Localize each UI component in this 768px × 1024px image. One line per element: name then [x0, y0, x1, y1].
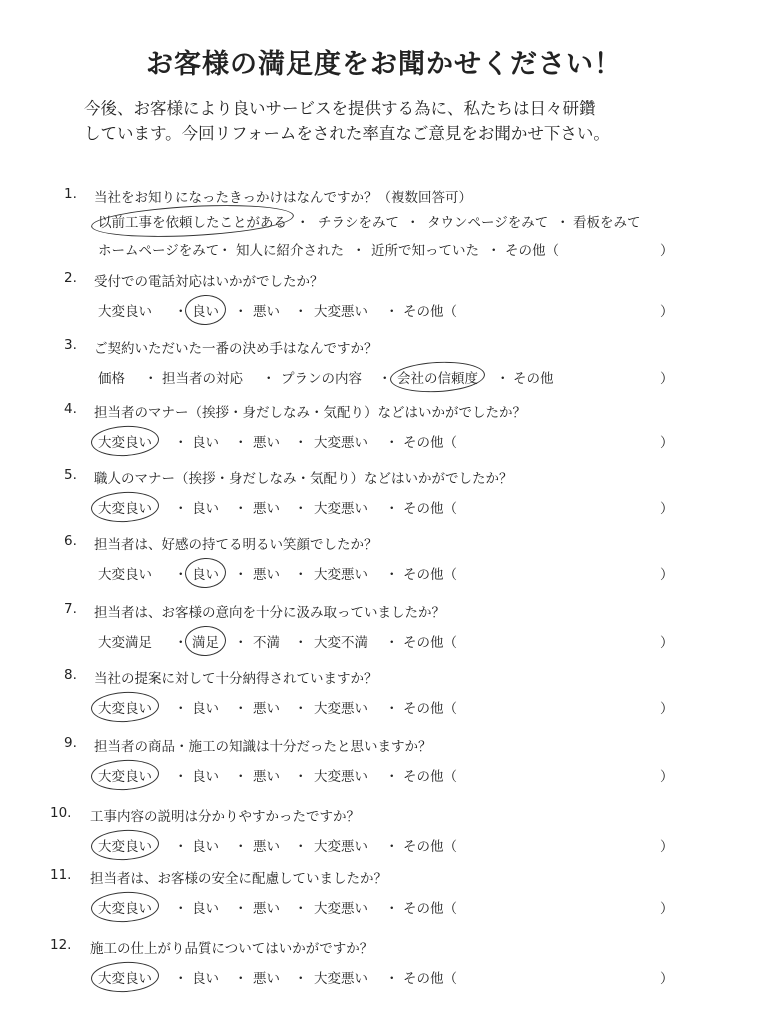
separator-dot: ・: [352, 243, 366, 259]
separator-dot: ・: [174, 435, 188, 451]
separator-dot: ・: [296, 215, 310, 231]
answer-option[interactable]: 大変不満: [314, 635, 368, 651]
other-close-paren: ）: [660, 371, 674, 387]
other-close-paren: ）: [660, 243, 674, 259]
answer-option[interactable]: 大変悪い: [314, 839, 368, 855]
separator-dot: ・: [385, 304, 399, 320]
answer-option[interactable]: 大変良い: [98, 567, 152, 583]
answer-option[interactable]: 良い: [192, 701, 219, 717]
separator-dot: ・: [294, 501, 308, 517]
separator-dot: ・: [234, 435, 248, 451]
answer-option[interactable]: 良い: [192, 971, 219, 987]
other-close-paren: ）: [660, 501, 674, 517]
separator-dot: ・: [262, 371, 276, 387]
separator-dot: ・: [234, 501, 248, 517]
answer-option[interactable]: その他（: [403, 971, 457, 987]
answer-option[interactable]: 良い: [192, 769, 219, 785]
answer-option[interactable]: 大変悪い: [314, 567, 368, 583]
answer-option[interactable]: 悪い: [253, 839, 280, 855]
separator-dot: ・: [234, 567, 248, 583]
separator-dot: ・: [294, 304, 308, 320]
answer-row: [0, 697, 768, 717]
separator-dot: ・: [174, 304, 188, 320]
question-text: 担当者は、お客様の意向を十分に汲み取っていましたか？: [94, 605, 445, 621]
other-close-paren: ）: [660, 701, 674, 717]
answer-option[interactable]: 悪い: [253, 901, 280, 917]
question-number: 11.: [50, 867, 72, 883]
other-close-paren: ）: [660, 635, 674, 651]
answer-option[interactable]: 良い: [192, 901, 219, 917]
question-text: 当社をお知りになったきっかけはなんですか？（複数回答可）: [94, 190, 472, 206]
question-number: 7.: [64, 601, 77, 617]
answer-row: [0, 631, 768, 651]
other-close-paren: ）: [660, 971, 674, 987]
answer-option[interactable]: 大変悪い: [314, 701, 368, 717]
answer-option[interactable]: 悪い: [253, 304, 280, 320]
answer-row: [0, 431, 768, 451]
answer-option[interactable]: 大変良い: [98, 304, 152, 320]
question-number: 5.: [64, 467, 77, 483]
answer-option[interactable]: 大変悪い: [314, 435, 368, 451]
separator-dot: ・: [144, 371, 158, 387]
answer-option[interactable]: 大変良い: [98, 697, 152, 717]
question-number: 2.: [64, 270, 77, 286]
answer-option[interactable]: 担当者の対応: [162, 371, 243, 387]
question-text: 担当者のマナー（挨拶・身だしなみ・気配り）などはいかがでしたか？: [94, 405, 526, 421]
answer-row: [0, 835, 768, 855]
question-text: 担当者の商品・施工の知識は十分だったと思いますか？: [94, 739, 432, 755]
answer-option[interactable]: プランの内容: [281, 371, 362, 387]
separator-dot: ・: [294, 701, 308, 717]
answer-option[interactable]: 会社の信頼度: [397, 367, 478, 387]
question-number: 9.: [64, 735, 77, 751]
separator-dot: ・: [234, 901, 248, 917]
answer-option[interactable]: 近所で知っていた: [371, 243, 479, 259]
answer-option[interactable]: 良い: [192, 300, 219, 320]
separator-dot: ・: [174, 501, 188, 517]
separator-dot: ・: [385, 635, 399, 651]
answer-option[interactable]: 悪い: [253, 567, 280, 583]
answer-row: [0, 239, 768, 259]
question-text: 施工の仕上がり品質についてはいかがですか？: [90, 941, 374, 957]
separator-dot: ・: [385, 501, 399, 517]
answer-option[interactable]: その他（: [403, 839, 457, 855]
separator-dot: ・: [385, 701, 399, 717]
question-number: 12.: [50, 937, 72, 953]
question-number: 1.: [64, 186, 77, 202]
question-text: 工事内容の説明は分かりやすかったですか？: [90, 809, 360, 825]
answer-option[interactable]: 以前工事を依頼したことがある: [98, 211, 287, 231]
answer-option[interactable]: その他（: [403, 501, 457, 517]
answer-row: [0, 211, 768, 231]
separator-dot: ・: [294, 971, 308, 987]
separator-dot: ・: [385, 901, 399, 917]
separator-dot: ・: [294, 435, 308, 451]
intro-line-1: 今後、お客様により良いサービスを提供する為に、私たちは日々研鑽: [84, 99, 596, 118]
answer-option[interactable]: 大変良い: [98, 765, 152, 785]
answer-option[interactable]: 良い: [192, 435, 219, 451]
other-close-paren: ）: [660, 567, 674, 583]
separator-dot: ・: [234, 701, 248, 717]
separator-dot: ・: [174, 839, 188, 855]
separator-dot: ・: [378, 371, 392, 387]
answer-option[interactable]: 良い: [192, 839, 219, 855]
separator-dot: ・: [174, 971, 188, 987]
question-text: ご契約いただいた一番の決め手はなんですか？: [94, 341, 378, 357]
other-close-paren: ）: [660, 435, 674, 451]
answer-option[interactable]: 良い: [192, 501, 219, 517]
separator-dot: ・: [174, 567, 188, 583]
intro-text: [84, 96, 724, 146]
separator-dot: ・: [406, 215, 420, 231]
answer-row: [0, 563, 768, 583]
question-number: 3.: [64, 337, 77, 353]
separator-dot: ・: [174, 701, 188, 717]
question-text: 受付での電話対応はいかがでしたか？: [94, 274, 324, 290]
answer-option[interactable]: 大変満足: [98, 635, 152, 651]
question-number: 10.: [50, 805, 72, 821]
answer-option[interactable]: 大変良い: [98, 497, 152, 517]
answer-option[interactable]: 不満: [253, 635, 280, 651]
separator-dot: ・: [294, 635, 308, 651]
answer-option[interactable]: 看板をみて: [573, 215, 641, 231]
separator-dot: ・: [234, 971, 248, 987]
separator-dot: ・: [294, 839, 308, 855]
answer-option[interactable]: 大変悪い: [314, 901, 368, 917]
separator-dot: ・: [234, 635, 248, 651]
answer-option[interactable]: その他（: [505, 243, 559, 259]
answer-option[interactable]: その他（: [403, 769, 457, 785]
separator-dot: ・: [385, 435, 399, 451]
answer-option[interactable]: 大変良い: [98, 967, 152, 987]
separator-dot: ・: [294, 769, 308, 785]
answer-option[interactable]: 良い: [192, 563, 219, 583]
answer-option[interactable]: 大変悪い: [314, 769, 368, 785]
question-text: 職人のマナー（挨拶・身だしなみ・気配り）などはいかがでしたか？: [94, 471, 513, 487]
answer-option[interactable]: 満足: [192, 631, 219, 651]
answer-option[interactable]: 大変良い: [98, 835, 152, 855]
question-number: 8.: [64, 667, 77, 683]
separator-dot: ・: [385, 839, 399, 855]
separator-dot: ・: [294, 901, 308, 917]
question-number: 4.: [64, 401, 77, 417]
separator-dot: ・: [385, 769, 399, 785]
separator-dot: ・: [234, 839, 248, 855]
question-text: 担当者は、好感の持てる明るい笑顔でしたか？: [94, 537, 378, 553]
answer-row: [0, 897, 768, 917]
separator-dot: ・: [487, 243, 501, 259]
answer-option[interactable]: 大変良い: [98, 431, 152, 451]
answer-row: [0, 497, 768, 517]
answer-row: [0, 367, 768, 387]
answer-option[interactable]: 大変良い: [98, 897, 152, 917]
answer-option[interactable]: 悪い: [253, 701, 280, 717]
answer-option[interactable]: その他（: [403, 304, 457, 320]
answer-option[interactable]: ホームページをみて: [98, 243, 220, 259]
answer-option[interactable]: 価格: [98, 371, 125, 387]
answer-option[interactable]: 悪い: [253, 769, 280, 785]
separator-dot: ・: [218, 243, 232, 259]
separator-dot: ・: [174, 769, 188, 785]
separator-dot: ・: [496, 371, 510, 387]
separator-dot: ・: [556, 215, 570, 231]
question-text: 当社の提案に対して十分納得されていますか？: [94, 671, 378, 687]
answer-option[interactable]: 悪い: [253, 971, 280, 987]
separator-dot: ・: [174, 901, 188, 917]
answer-option[interactable]: その他（: [403, 901, 457, 917]
separator-dot: ・: [294, 567, 308, 583]
answer-option[interactable]: 知人に紹介された: [236, 243, 344, 259]
other-close-paren: ）: [660, 304, 674, 320]
answer-option[interactable]: その他（: [403, 635, 457, 651]
answer-option[interactable]: その他: [513, 371, 554, 387]
answer-option[interactable]: タウンページをみて: [427, 215, 549, 231]
separator-dot: ・: [234, 304, 248, 320]
answer-row: [0, 765, 768, 785]
intro-line-2: しています。今回リフォームをされた率直なご意見をお聞かせ下さい。: [84, 124, 610, 143]
other-close-paren: ）: [660, 839, 674, 855]
separator-dot: ・: [385, 971, 399, 987]
answer-option[interactable]: 大変悪い: [314, 501, 368, 517]
other-close-paren: ）: [660, 769, 674, 785]
separator-dot: ・: [385, 567, 399, 583]
answer-option[interactable]: その他（: [403, 567, 457, 583]
answer-row: [0, 300, 768, 320]
answer-row: [0, 967, 768, 987]
question-text: 担当者は、お客様の安全に配慮していましたか？: [90, 871, 387, 887]
answer-option[interactable]: 大変悪い: [314, 304, 368, 320]
answer-option[interactable]: その他（: [403, 435, 457, 451]
answer-option[interactable]: 悪い: [253, 435, 280, 451]
page-title: お客様の満足度をお聞かせください！: [146, 49, 622, 80]
answer-option[interactable]: 悪い: [253, 501, 280, 517]
separator-dot: ・: [234, 769, 248, 785]
answer-option[interactable]: 大変悪い: [314, 971, 368, 987]
other-close-paren: ）: [660, 901, 674, 917]
answer-option[interactable]: チラシをみて: [318, 215, 399, 231]
separator-dot: ・: [174, 635, 188, 651]
answer-option[interactable]: その他（: [403, 701, 457, 717]
question-number: 6.: [64, 533, 77, 549]
